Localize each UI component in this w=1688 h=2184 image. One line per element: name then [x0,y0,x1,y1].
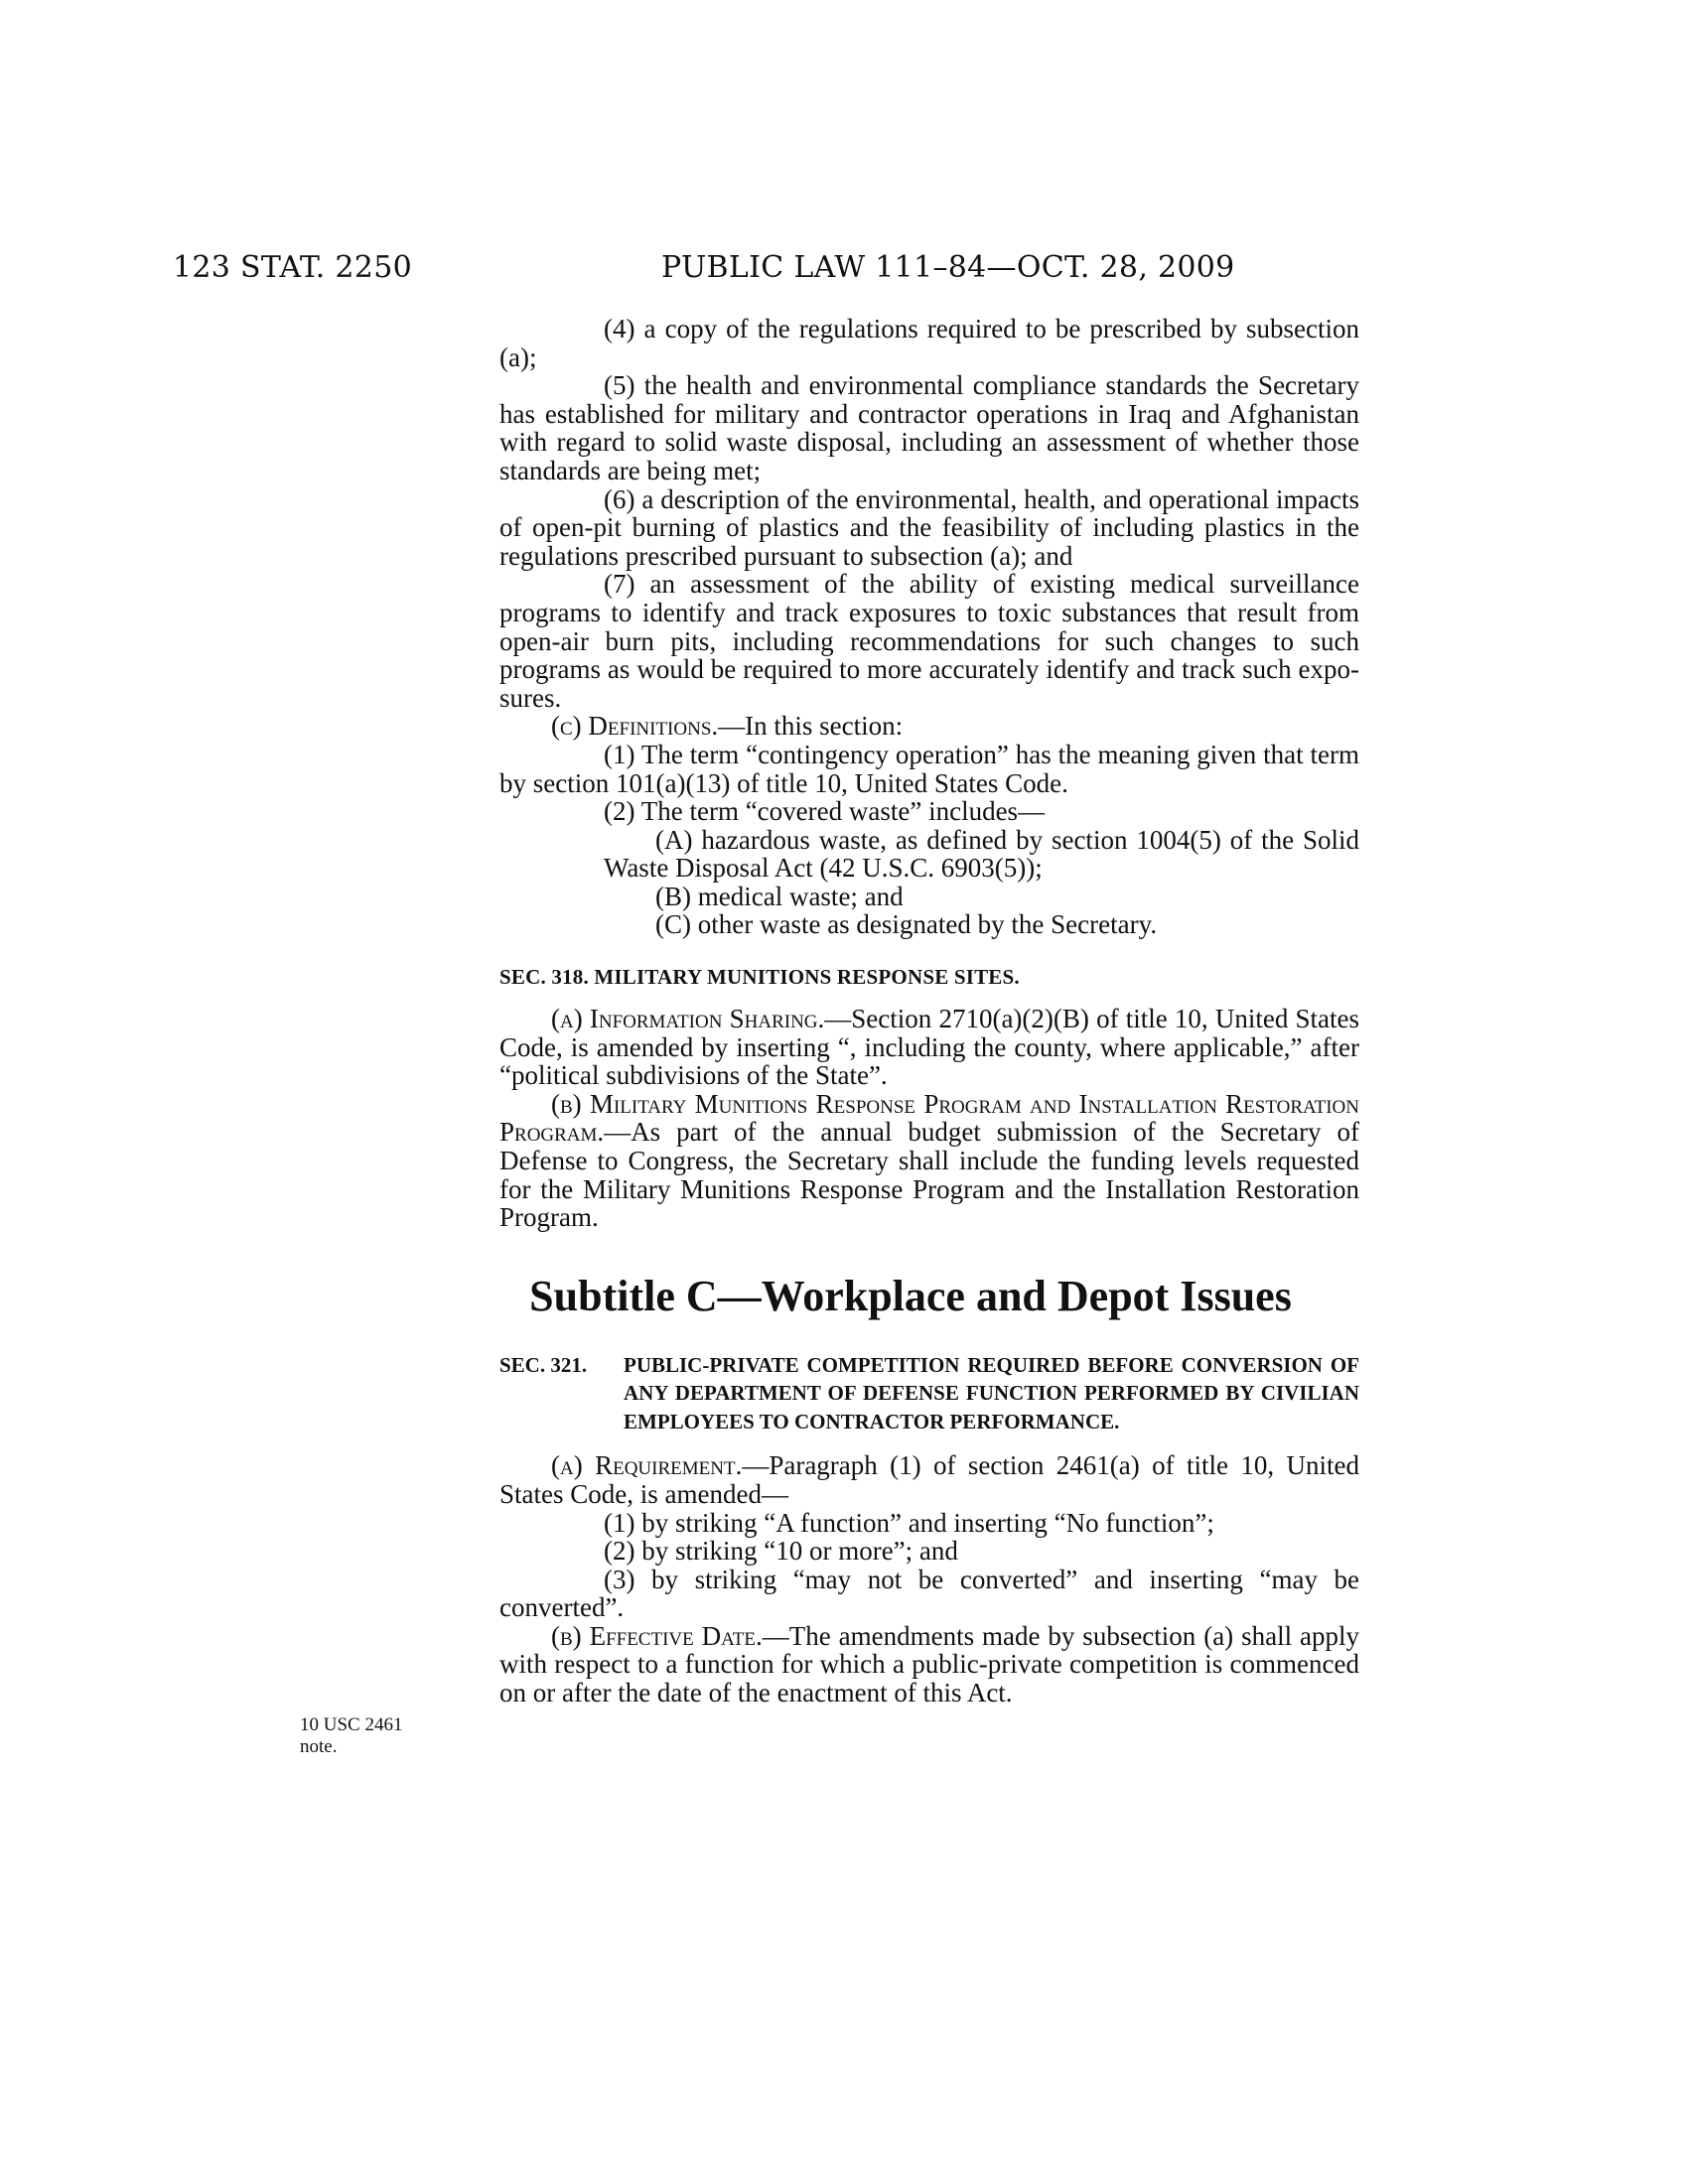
definitions-heading: (c) Definitions. [551,711,719,742]
section-321-subsection-a [499,1451,1359,1508]
section-318-b-heading: (b) Military Munitions Response Program and Installation Restoration Program. [499,1088,1359,1148]
margin-note-line-2: note. [300,1736,338,1757]
definition-2-sub-b: (B) medical waste; and [655,881,904,911]
section-321-label: SEC. 321. [499,1352,588,1377]
section-321-title-block [499,1351,1359,1436]
section-318-title: SEC. 318. MILITARY MUNITIONS RESPONSE SITES. [499,965,1020,990]
section-321-subsection-b [499,1622,1359,1707]
list-item-4: (4) a copy of the regulations required to be prescribed by subsection (a); [499,314,1359,372]
statute-page-reference: 123 STAT. 2250 [173,250,412,285]
list-item-5: (5) the health and environmental compliance standards the Secretary has established for military and contractor operations in Iraq and Afghanistan with regard to solid waste disposal, including an assessment of whether those standards are being met; [499,370,1359,485]
section-318-a-text: —Section 2710(a)(2)(B) of title 10, United States Code, is amended by inserting “, including the county, where applicable,” after “political subdivisions of the State”. [499,1004,1359,1091]
subtitle-heading: Subtitle C—Workplace and Depot Issues [529,1271,1292,1320]
margin-note [300,1714,439,1758]
section-318-subsection-a [499,1005,1359,1090]
section-321-a-item-2: (2) by striking “10 or more”; and [604,1536,958,1567]
section-321-a-text: —Paragraph (1) of section 2461(a) of title 10, United States Code, is amended— [499,1450,1359,1509]
section-321-a-heading: (a) Requirement. [551,1450,743,1481]
margin-note-line-1: 10 USC 2461 [300,1714,403,1735]
section-321-b-text: —The amendments made by subsection (a) shall apply with respect to a function for which a public-private competition is commenced on or after the date of the enactment of this Act. [499,1620,1359,1708]
section-318-subsection-b [499,1090,1359,1232]
definitions-intro: —In this section: [718,711,904,742]
definition-1: (1) The term “contingency operation” has the meaning given that term by section 101(a)(13) of title 10, United States Code. [499,739,1359,798]
definition-2-sub-a: (A) hazardous waste, as defined by section 1004(5) of the Solid Waste Disposal Act (42 U.S.C. 6903(5)); [604,824,1359,884]
section-321-a-item-1: (1) by striking “A function” and inserting “No function”; [604,1507,1214,1538]
definitions-paragraph [499,712,1359,741]
list-item-7: (7) an assessment of the ability of existing medical surveillance programs to identify and track exposures to toxic substances that result from open-air burn pits, including recommendations for such changes to such programs as would be required to more accurately identify and track such exposures. [499,569,1359,713]
page-running-title: PUBLIC LAW 111–84—OCT. 28, 2009 [661,250,1235,285]
definition-2: (2) The term “covered waste” includes— [604,796,1046,827]
section-318-a-heading: (a) Information Sharing. [551,1004,825,1034]
section-321-a-item-3: (3) by striking “may not be converted” and inserting “may be converted”. [499,1564,1359,1623]
section-321-title: PUBLIC-PRIVATE COMPETITION REQUIRED BEFORE CONVERSION OF ANY DEPARTMENT OF DEFENSE FUNCTION PERFORMED BY CIVILIAN EMPLOYEES TO CONTRACTOR PERFORMANCE. [624,1352,1359,1433]
section-321-b-heading: (b) Effective Date. [551,1620,763,1651]
body-column [499,315,1359,1707]
definition-2-sub-c: (C) other waste as designated by the Secretary. [655,909,1158,940]
list-item-6: (6) a description of the environmental, health, and operational impacts of open-pit burning of plastics and the feasibility of including plastics in the regulations prescribed pursuant to subsection (a); and [499,483,1359,571]
section-318-b-text: —As part of the annual budget submission of the Secretary of Defense to Congress, the Secretary shall include the funding levels requested for the Military Munitions Response Program and the Installation Restoration Program. [499,1117,1359,1233]
